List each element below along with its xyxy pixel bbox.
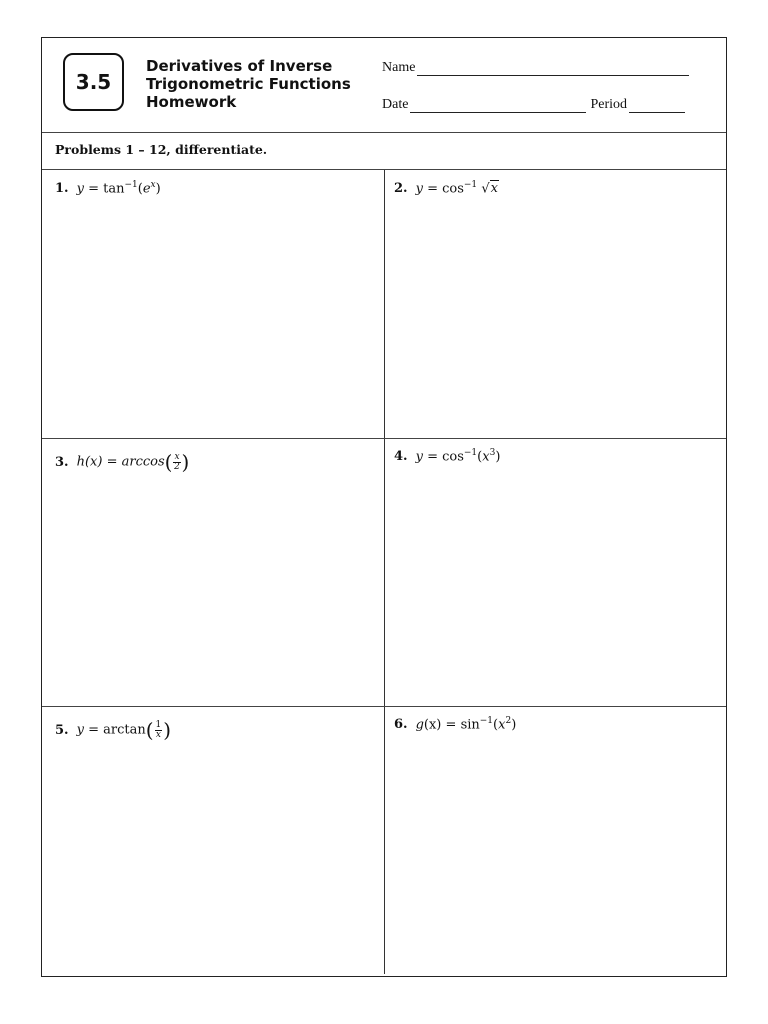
inverse-exponent: −1 — [479, 716, 494, 726]
fraction — [155, 721, 163, 740]
problem-lhs: y — [76, 181, 84, 197]
function-name: cos — [442, 449, 464, 465]
sqrt-icon: √ — [481, 181, 490, 197]
period-blank[interactable] — [629, 98, 685, 113]
problem-lhs: y — [415, 449, 423, 465]
open-paren: ( — [493, 717, 499, 733]
right-paren-glyph: ) — [163, 718, 172, 742]
function-name: arccos — [121, 454, 165, 470]
function-name: arctan — [103, 722, 146, 738]
argument-base: x — [482, 449, 490, 465]
problem-number: 4. — [394, 449, 408, 465]
date-period-field — [382, 97, 685, 113]
problem-6 — [394, 716, 724, 732]
problem-lhs-argument: (x) — [423, 717, 442, 733]
inverse-exponent: −1 — [124, 180, 138, 190]
date-label: Date — [382, 97, 409, 112]
fraction-denominator: 2 — [174, 461, 180, 472]
left-paren-glyph: ( — [145, 718, 154, 742]
argument-base: x — [498, 717, 506, 733]
name-label: Name — [382, 60, 416, 75]
instructions: Problems 1 – 12, differentiate. — [42, 132, 726, 170]
problem-number: 3. — [55, 454, 69, 470]
argument-exponent: 2 — [505, 716, 512, 726]
equals-sign: = — [422, 181, 443, 197]
worksheet-title — [146, 57, 366, 111]
close-paren: ) — [511, 717, 517, 733]
argument-base: e — [142, 181, 151, 197]
equals-sign: = — [441, 717, 461, 733]
close-paren: ) — [155, 181, 161, 197]
problem-number: 2. — [394, 181, 408, 197]
name-blank[interactable] — [417, 61, 689, 76]
row-divider-1 — [42, 438, 726, 439]
column-divider — [384, 170, 385, 974]
worksheet — [41, 37, 727, 977]
problem-1 — [55, 180, 385, 196]
problem-lhs: y — [76, 722, 84, 738]
open-paren: ( — [477, 449, 483, 465]
name-field[interactable] — [382, 60, 689, 76]
equals-sign: = — [102, 454, 122, 470]
worksheet-header — [42, 38, 726, 133]
period-label: Period — [590, 97, 627, 112]
function-name: cos — [442, 181, 464, 197]
function-name: tan — [103, 181, 125, 197]
fraction-numerator: x — [174, 451, 180, 462]
problem-5 — [55, 718, 385, 742]
problem-number: 6. — [394, 717, 408, 733]
fraction-numerator: 1 — [155, 719, 162, 730]
row-divider-2 — [42, 706, 726, 707]
problem-number: 1. — [55, 181, 69, 197]
problem-lhs: y — [415, 181, 423, 197]
left-paren-glyph: ( — [164, 450, 173, 474]
right-paren-glyph: ) — [181, 450, 190, 474]
close-paren: ) — [495, 449, 501, 465]
title-line-1: Derivatives of Inverse — [146, 57, 333, 75]
problem-4 — [394, 448, 724, 464]
problem-grid — [42, 170, 726, 976]
fraction-denominator: x — [155, 729, 161, 740]
inverse-exponent: −1 — [463, 448, 478, 458]
problem-2 — [394, 180, 724, 196]
equals-sign: = — [83, 181, 104, 197]
title-line-2: Trigonometric Functions — [146, 75, 351, 93]
title-line-3: Homework — [146, 93, 237, 111]
problem-lhs: g — [415, 717, 424, 733]
argument-exponent: x — [150, 180, 156, 190]
open-paren: ( — [137, 181, 143, 197]
argument-exponent: 3 — [489, 448, 496, 458]
problem-3 — [55, 450, 385, 474]
radicand: x — [490, 181, 498, 197]
equals-sign: = — [422, 449, 443, 465]
date-blank[interactable] — [410, 98, 586, 113]
function-name: sin — [460, 717, 480, 733]
problem-number: 5. — [55, 722, 69, 738]
problem-lhs: h(x) — [76, 454, 103, 470]
equals-sign: = — [83, 722, 104, 738]
inverse-exponent: −1 — [463, 180, 478, 190]
section-badge: 3.5 — [63, 53, 124, 111]
fraction — [173, 453, 180, 472]
